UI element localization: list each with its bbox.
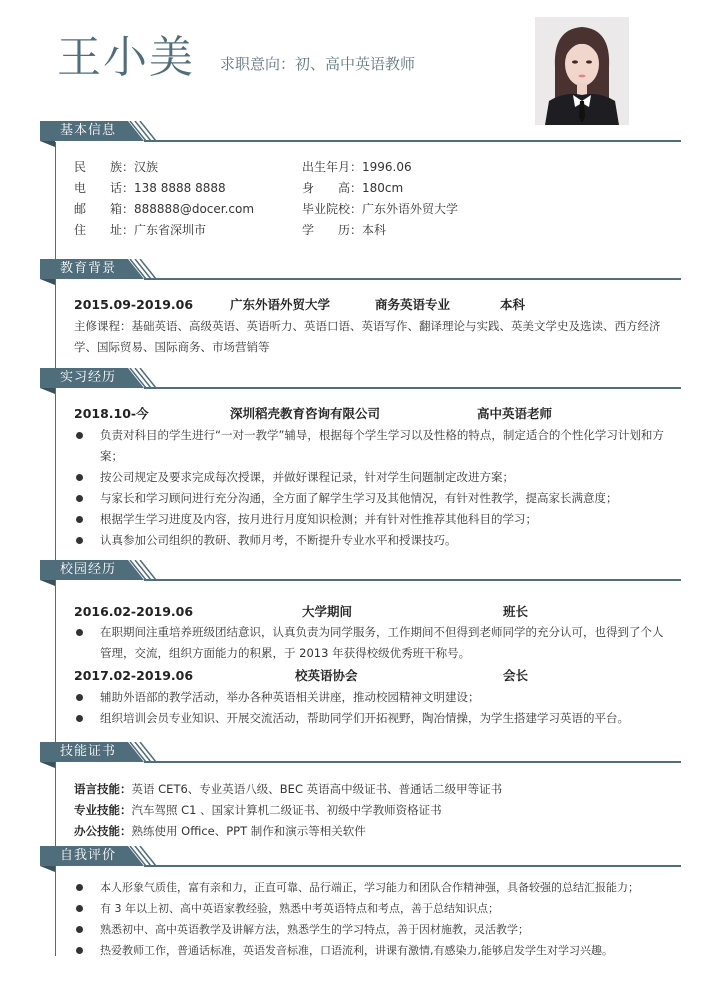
info-school — [302, 200, 458, 218]
list-item: 有 3 年以上初、高中英语家教经验，熟悉中考英语特点和考点，善于总结知识点； — [74, 898, 694, 919]
info-key: 住 址： — [74, 223, 135, 237]
info-key: 毕业院校： — [302, 202, 363, 216]
edu-courses: 主修课程：基础英语、高级英语、英语听力、英语口语、英语写作、翻译理论与实践、英美文学史及选读、西方经济学、国际贸易、国际商务、市场营销等 — [74, 319, 661, 354]
info-key: 邮 箱： — [74, 202, 135, 216]
campus-role: 会长 — [503, 668, 529, 683]
skill-value: 汽车驾照 C1 、国家计算机二级证书、初级中学教师资格证书 — [131, 803, 442, 817]
edu-period: 2015.09-2019.06 — [74, 297, 194, 312]
info-key: 电 话： — [74, 181, 135, 195]
list-item: 在职期间注重培养班级团结意识，认真负责为同学服务，工作期间不但得到老师同学的充分认可，也得到了个人管理，交流，组织方面能力的积累，于 2013 年获得校级优秀班干称号。 — [74, 622, 674, 664]
section-header-education — [40, 259, 681, 279]
campus-role: 班长 — [503, 604, 529, 619]
skill-key: 语言技能： — [74, 782, 132, 796]
skill-value: 熟练使用 Office、PPT 制作和演示等相关软件 — [131, 824, 366, 838]
section-header-campus — [40, 560, 681, 580]
info-value: 180cm — [362, 181, 404, 195]
intern-period: 2018.10-今 — [74, 406, 149, 421]
section-fold — [40, 388, 55, 394]
info-value: 本科 — [362, 223, 387, 237]
section-header-basic — [40, 121, 681, 141]
section-rule — [144, 579, 681, 581]
campus-period: 2016.02-2019.06 — [74, 604, 194, 619]
campus-duties — [74, 687, 674, 729]
campus-duties — [74, 622, 674, 664]
info-key: 民 族： — [74, 160, 135, 174]
list-item: 熟悉初中、高中英语教学及讲解方法，熟悉学生的学习特点，善于因材施教，灵活教学； — [74, 919, 694, 940]
info-degree — [302, 221, 386, 239]
info-key: 出生年月： — [302, 160, 363, 174]
info-phone — [74, 179, 226, 197]
section-header-self — [40, 846, 681, 866]
section-rule — [144, 140, 681, 142]
stripes-decoration — [126, 121, 158, 141]
edu-school: 广东外语外贸大学 — [230, 297, 331, 312]
stripes-decoration — [126, 368, 158, 388]
list-item: 组织培训会员专业知识、开展交流活动，帮助同学们开拓视野，陶冶情操，为学生搭建学习英语的平台。 — [74, 708, 674, 729]
section-fold — [40, 762, 55, 768]
list-item: 热爱教师工作，普通话标准，英语发音标准，口语流利，讲课有激情,有感染力,能够启发学生对学习兴趣。 — [74, 940, 694, 961]
skill-professional — [74, 800, 502, 821]
portrait-image — [535, 17, 629, 125]
section-fold — [40, 141, 55, 147]
list-item: 辅助外语部的教学活动，举办各种英语相关讲座，推动校园精神文明建设； — [74, 687, 674, 708]
campus-org: 大学期间 — [302, 604, 353, 619]
campus-period: 2017.02-2019.06 — [74, 668, 194, 683]
skill-key: 办公技能： — [74, 824, 132, 838]
intern-company: 深圳稻壳教育咨询有限公司 — [230, 406, 381, 421]
section-header-skills — [40, 742, 681, 762]
section-title: 实习经历 — [60, 370, 117, 385]
profile-photo — [535, 17, 629, 125]
section-title: 校园经历 — [60, 562, 117, 577]
skill-office — [74, 821, 502, 842]
list-item: 本人形象气质佳，富有亲和力，正直可靠、品行端正，学习能力和团队合作精神强，具备较强的总结汇报能力； — [74, 877, 694, 898]
info-value: 广东省深圳市 — [134, 223, 207, 237]
section-title: 技能证书 — [60, 744, 117, 759]
info-key: 学 历： — [302, 223, 363, 237]
section-header-internship — [40, 368, 681, 388]
info-birth — [302, 158, 412, 176]
intern-duties — [74, 425, 674, 551]
self-evaluation-list — [74, 877, 694, 961]
section-rule — [144, 278, 681, 280]
list-item: 根据学生学习进度及内容，按月进行月度知识检测；并有针对性推荐其他科目的学习； — [74, 509, 674, 530]
info-ethnicity — [74, 158, 158, 176]
info-email — [74, 200, 254, 218]
section-fold — [40, 866, 55, 872]
list-item: 认真参加公司组织的教研、教师月考，不断提升专业水平和授课技巧。 — [74, 530, 674, 551]
info-address — [74, 221, 206, 239]
edu-major: 商务英语专业 — [375, 297, 451, 312]
info-value: 888888@docer.com — [134, 202, 255, 216]
stripes-decoration — [126, 846, 158, 866]
skill-language — [74, 779, 502, 800]
skill-value: 英语 CET6、专业英语八级、BEC 英语高中级证书、普通话二级甲等证书 — [131, 782, 503, 796]
list-item: 按公司规定及要求完成每次授课，并做好课程记录，针对学生问题制定改进方案； — [74, 467, 674, 488]
stripes-decoration — [126, 742, 158, 762]
section-fold — [40, 580, 55, 586]
section-title: 教育背景 — [60, 261, 117, 276]
info-value: 138 8888 8888 — [134, 181, 226, 195]
section-title: 基本信息 — [60, 123, 117, 138]
section-rule — [144, 865, 681, 867]
info-height — [302, 179, 403, 197]
edu-degree: 本科 — [500, 297, 526, 312]
intern-role: 高中英语老师 — [477, 406, 553, 421]
skills-list — [74, 779, 502, 842]
info-key: 身 高： — [302, 181, 363, 195]
skill-key: 专业技能： — [74, 803, 132, 817]
job-intent: 求职意向：初、高中英语教师 — [220, 55, 416, 73]
list-item: 与家长和学习顾问进行充分沟通，全方面了解学生学习及其他情况，有针对性教学，提高家长满意度； — [74, 488, 674, 509]
section-fold — [40, 279, 55, 285]
candidate-name: 王小美 — [57, 32, 195, 83]
stripes-decoration — [126, 560, 158, 580]
list-item: 负责对科目的学生进行“一对一教学”辅导，根据每个学生学习以及性格的特点，制定适合的个性化学习计划和方案； — [74, 425, 674, 467]
info-value: 1996.06 — [362, 160, 412, 174]
section-rule — [144, 761, 681, 763]
info-value: 汉族 — [134, 160, 159, 174]
stripes-decoration — [126, 259, 158, 279]
section-rule — [144, 387, 681, 389]
section-title: 自我评价 — [60, 848, 117, 863]
info-value: 广东外语外贸大学 — [362, 202, 459, 216]
campus-org: 校英语协会 — [295, 668, 358, 683]
